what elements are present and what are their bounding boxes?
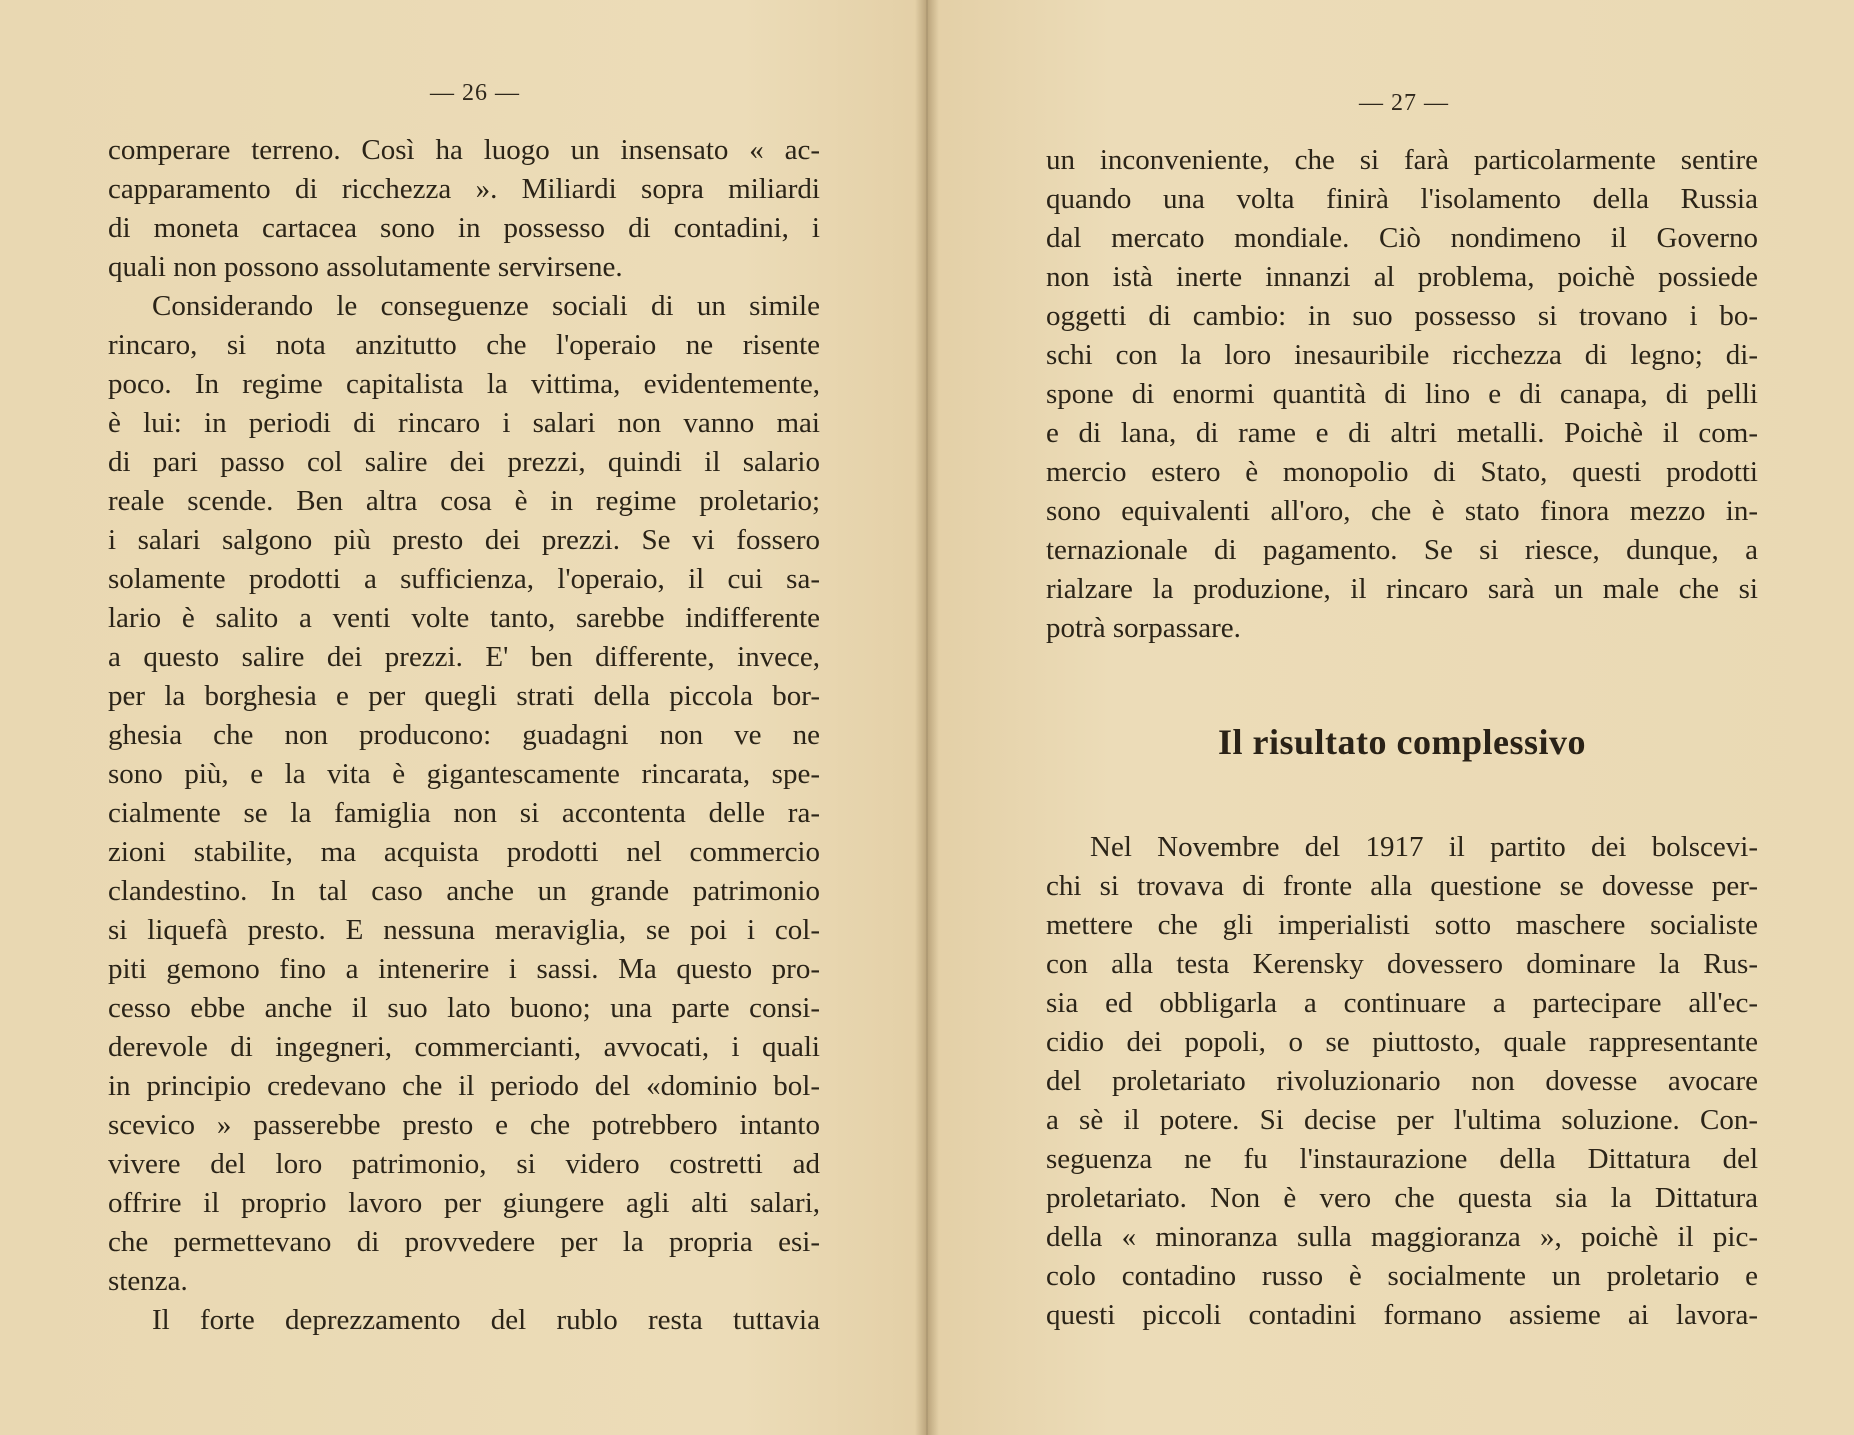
- text-line: schi con la loro inesauribile ricchezza di legno; di-: [1046, 339, 1758, 371]
- page-number: — 26 —: [430, 80, 520, 106]
- body-text: [1046, 828, 1758, 1335]
- text-line: oggetti di cambio: in suo possesso si trovano i bo-: [1046, 300, 1758, 332]
- text-line: potrà sorpassare.: [1046, 612, 1241, 644]
- text-line: stenza.: [108, 1265, 188, 1297]
- text-line: comperare terreno. Così ha luogo un insensato « ac-: [108, 134, 820, 166]
- page-number: — 27 —: [1359, 90, 1449, 116]
- text-line: cesso ebbe anche il suo lato buono; una parte consi-: [108, 992, 820, 1024]
- text-line: spone di enormi quantità di lino e di canapa, di pelli: [1046, 378, 1758, 410]
- text-line: è lui: in periodi di rincaro i salari non vanno mai: [108, 407, 820, 439]
- text-line: piti gemono fino a intenerire i sassi. Ma questo pro-: [108, 953, 820, 985]
- text-line: seguenza ne fu l'instaurazione della Dittatura del: [1046, 1143, 1758, 1175]
- text-line: scevico » passerebbe presto e che potrebbero intanto: [108, 1109, 820, 1141]
- text-line: solamente prodotti a sufficienza, l'operaio, il cui sa-: [108, 563, 820, 595]
- text-line: zioni stabilite, ma acquista prodotti nel commercio: [108, 836, 820, 868]
- body-text: [108, 131, 820, 1340]
- text-line: si liquefà presto. E nessuna meraviglia, se poi i col-: [108, 914, 820, 946]
- text-line: un inconveniente, che si farà particolarmente sentire: [1046, 144, 1758, 176]
- text-line: quali non possono assolutamente servirsene.: [108, 251, 623, 283]
- text-line: dal mercato mondiale. Ciò nondimeno il Governo: [1046, 222, 1758, 254]
- text-line: che permettevano di provvedere per la propria esi-: [108, 1226, 820, 1258]
- text-line: derevole di ingegneri, commercianti, avvocati, i quali: [108, 1031, 820, 1063]
- text-line: questi piccoli contadini formano assieme ai lavora-: [1046, 1299, 1758, 1331]
- text-line: di moneta cartacea sono in possesso di contadini, i: [108, 212, 820, 244]
- text-line: della « minoranza sulla maggioranza », poichè il pic-: [1046, 1221, 1758, 1253]
- text-line: sono più, e la vita è gigantescamente rincarata, spe-: [108, 758, 820, 790]
- text-line: capparamento di ricchezza ». Miliardi sopra miliardi: [108, 173, 820, 205]
- text-line: mercio estero è monopolio di Stato, questi prodotti: [1046, 456, 1758, 488]
- text-line: a sè il potere. Si decise per l'ultima soluzione. Con-: [1046, 1104, 1758, 1136]
- text-line: ghesia che non producono: guadagni non ve ne: [108, 719, 820, 751]
- text-line: ternazionale di pagamento. Se si riesce, dunque, a: [1046, 534, 1758, 566]
- text-line: offrire il proprio lavoro per giungere agli alti salari,: [108, 1187, 820, 1219]
- text-line: Il forte deprezzamento del rublo resta tuttavia: [152, 1304, 820, 1336]
- section-heading: Il risultato complessivo: [1218, 722, 1586, 762]
- text-line: per la borghesia e per quegli strati della piccola bor-: [108, 680, 820, 712]
- text-line: Considerando le conseguenze sociali di un simile: [152, 290, 820, 322]
- text-line: del proletariato rivoluzionario non dovesse avocare: [1046, 1065, 1758, 1097]
- text-line: clandestino. In tal caso anche un grande patrimonio: [108, 875, 820, 907]
- text-line: a questo salire dei prezzi. E' ben differente, invece,: [108, 641, 820, 673]
- text-line: mettere che gli imperialisti sotto maschere socialiste: [1046, 909, 1758, 941]
- right-page: [927, 0, 1854, 1435]
- text-line: poco. In regime capitalista la vittima, evidentemente,: [108, 368, 820, 400]
- text-line: rincaro, si nota anzitutto che l'operaio ne risente: [108, 329, 820, 361]
- text-line: colo contadino russo è socialmente un proletario e: [1046, 1260, 1758, 1292]
- text-line: con alla testa Kerensky dovessero dominare la Rus-: [1046, 948, 1758, 980]
- text-line: di pari passo col salire dei prezzi, quindi il salario: [108, 446, 820, 478]
- text-line: rialzare la produzione, il rincaro sarà un male che si: [1046, 573, 1758, 605]
- text-line: quando una volta finirà l'isolamento della Russia: [1046, 183, 1758, 215]
- text-line: Nel Novembre del 1917 il partito dei bolscevi-: [1090, 831, 1758, 863]
- text-line: sia ed obbligarla a continuare a partecipare all'ec-: [1046, 987, 1758, 1019]
- text-line: e di lana, di rame e di altri metalli. Poichè il com-: [1046, 417, 1758, 449]
- body-text: [1046, 141, 1758, 648]
- text-line: chi si trovava di fronte alla questione se dovesse per-: [1046, 870, 1758, 902]
- text-line: cialmente se la famiglia non si accontenta delle ra-: [108, 797, 820, 829]
- text-line: non istà inerte innanzi al problema, poichè possiede: [1046, 261, 1758, 293]
- text-line: sono equivalenti all'oro, che è stato finora mezzo in-: [1046, 495, 1758, 527]
- text-line: i salari salgono più presto dei prezzi. Se vi fossero: [108, 524, 820, 556]
- text-line: proletariato. Non è vero che questa sia la Dittatura: [1046, 1182, 1758, 1214]
- text-line: vivere del loro patrimonio, si videro costretti ad: [108, 1148, 820, 1180]
- text-line: reale scende. Ben altra cosa è in regime proletario;: [108, 485, 820, 517]
- text-line: in principio credevano che il periodo del «dominio bol-: [108, 1070, 820, 1102]
- text-line: cidio dei popoli, o se piuttosto, quale rappresentante: [1046, 1026, 1758, 1058]
- text-line: lario è salito a venti volte tanto, sarebbe indifferente: [108, 602, 820, 634]
